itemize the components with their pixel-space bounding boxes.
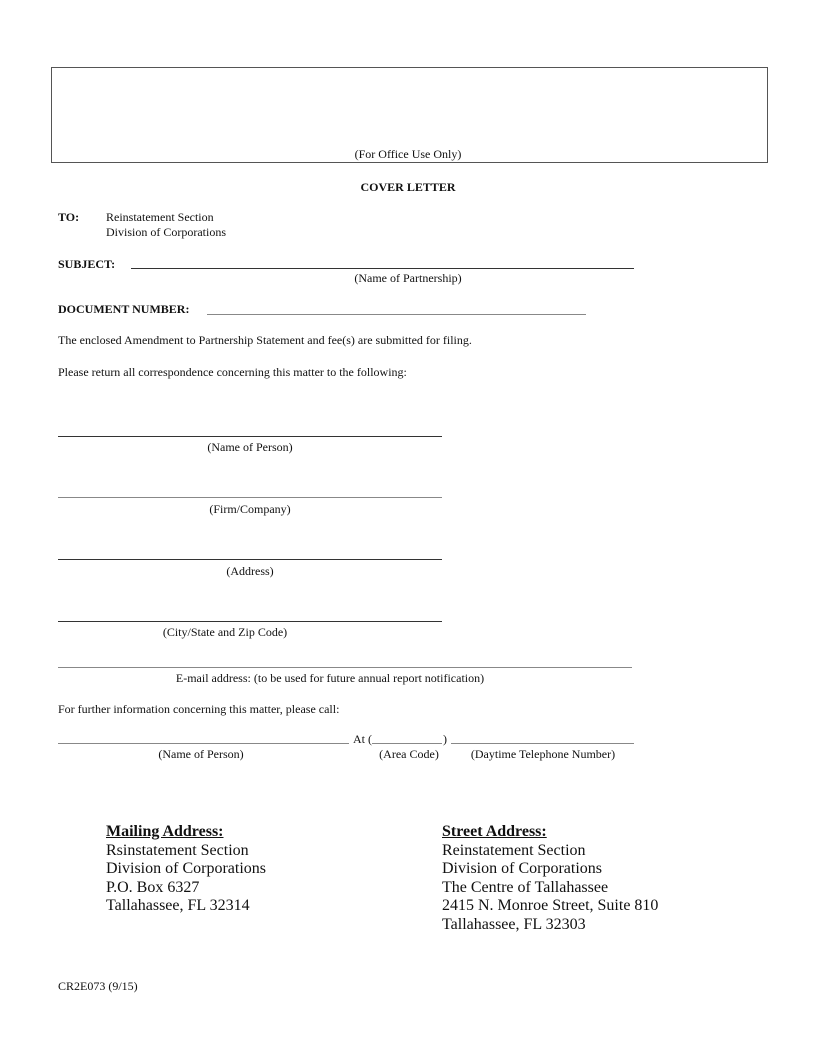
street-line: Division of Corporations (442, 860, 602, 877)
name-caption: (Name of Person) (207, 440, 293, 454)
document-number-field[interactable] (207, 314, 586, 315)
address-caption: (Address) (226, 564, 274, 578)
to-line-2: Division of Corporations (106, 225, 226, 239)
mailing-address (106, 823, 266, 916)
address-field[interactable] (58, 559, 442, 560)
street-line: The Centre of Tallahassee (442, 878, 609, 896)
street-line: 2415 N. Monroe Street, Suite 810 (442, 897, 659, 914)
mailing-line: P.O. Box 6327 (106, 878, 200, 896)
email-field[interactable] (58, 667, 632, 668)
phone-caption: (Daytime Telephone Number) (470, 747, 616, 761)
body-paragraph-2: Please return all correspondence concerning this matter to the following: (58, 365, 407, 379)
area-code-close: ) (443, 732, 447, 746)
subject-field[interactable] (131, 268, 634, 269)
page-title: COVER LETTER (360, 180, 456, 194)
name-field[interactable] (58, 436, 442, 437)
call-text: For further information concerning this matter, please call: (58, 702, 340, 716)
document-number-label: DOCUMENT NUMBER: (58, 302, 190, 316)
street-address (442, 823, 658, 934)
firm-field[interactable] (58, 497, 442, 498)
phone-field[interactable] (451, 743, 634, 744)
city-caption: (City/State and Zip Code) (162, 625, 288, 639)
body-paragraph-1: The enclosed Amendment to Partnership Statement and fee(s) are submitted for filing. (58, 333, 472, 347)
email-caption: E-mail address: (to be used for future annual report notification) (175, 671, 485, 685)
to-label: TO: (58, 210, 80, 224)
area-code-caption: (Area Code) (379, 747, 439, 761)
at-label: At ( (353, 732, 372, 746)
mailing-heading: Mailing Address: (106, 823, 224, 840)
subject-label: SUBJECT: (58, 257, 116, 271)
street-heading: Street Address: (442, 823, 547, 840)
subject-caption: (Name of Partnership) (354, 271, 462, 285)
city-field[interactable] (58, 621, 442, 622)
firm-caption: (Firm/Company) (209, 502, 291, 516)
area-code-field[interactable] (372, 743, 442, 744)
mailing-line: Rsinstatement Section (106, 841, 249, 859)
mailing-line: Tallahassee, FL 32314 (106, 897, 250, 914)
street-line: Reinstatement Section (442, 841, 586, 859)
form-code-footer: CR2E073 (9/15) (58, 979, 138, 993)
office-use-label: (For Office Use Only) (354, 147, 462, 161)
contact-name-field[interactable] (58, 743, 349, 744)
contact-name-caption: (Name of Person) (158, 747, 244, 761)
street-line: Tallahassee, FL 32303 (442, 915, 586, 933)
mailing-line: Division of Corporations (106, 860, 266, 877)
to-line-1: Reinstatement Section (106, 210, 214, 224)
